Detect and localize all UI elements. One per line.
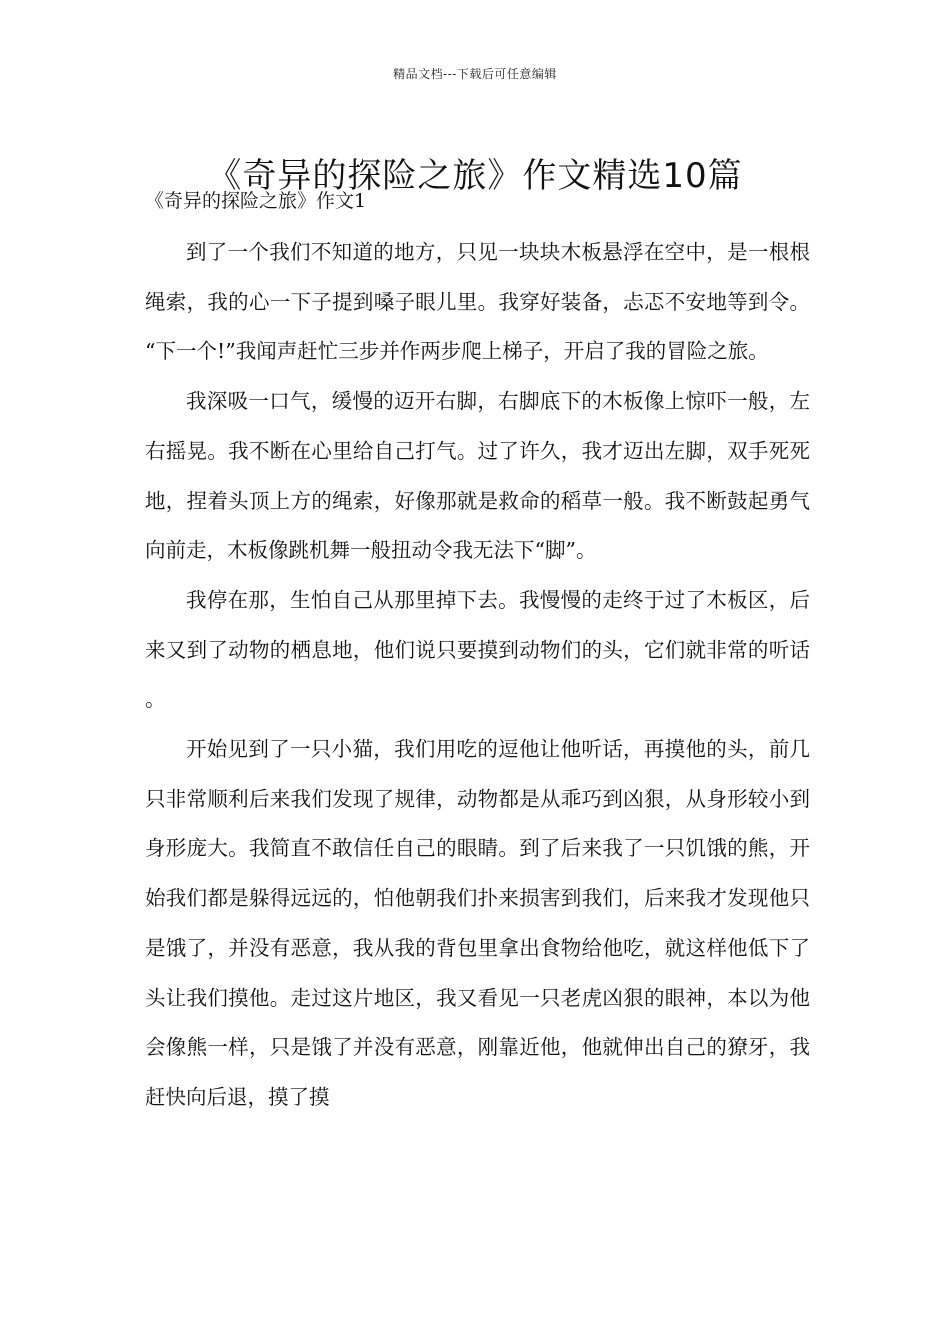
essay-subtitle: 《奇异的探险之旅》作文1: [145, 190, 367, 212]
paragraph-2: 我深吸一口气，缓慢的迈开右脚，右脚底下的木板像上惊吓一般，左右摇晃。我不断在心里给自己打气。过了许久，我才迈出左脚，双手死死地，捏着头顶上方的绳索，好像那就是救命的稻草一般。我不断鼓起勇气向前走，木板像跳机舞一般扭动令我无法下“脚”。: [145, 389, 810, 563]
page-header: 精品文档---下载后可任意编辑: [393, 67, 557, 81]
essay-body: [145, 228, 810, 1123]
paragraph-1: 到了一个我们不知道的地方，只见一块块木板悬浮在空中，是一根根绳索，我的心一下子提到嗓子眼儿里。我穿好装备，忐忑不安地等到令。“下一个!”我闻声赶忙三步并作两步爬上梯子，开启了我的冒险之旅。: [145, 240, 810, 364]
paragraph-3: 我停在那，生怕自己从那里掉下去。我慢慢的走终于过了木板区，后来又到了动物的栖息地，他们说只要摸到动物们的头，它们就非常的听话。: [145, 587, 810, 712]
paragraph-4: 开始见到了一只小猫，我们用吃的逗他让他听话，再摸他的头，前几只非常顺利后来我们发现了规律，动物都是从乖巧到凶狠，从身形较小到身形庞大。我简直不敢信任自己的眼睛。到了后来我了一只饥饿的熊，开始我们都是躲得远远的，怕他朝我们扑来损害到我们，后来我才发现他只是饿了，并没有恶意，我从我的背包里拿出食物给他吃，就这样他低下了头让我们摸他。走过这片地区，我又看见一只老虎凶狠的眼神，本以为他会像熊一样，只是饿了并没有恶意，刚靠近他，他就伸出自己的獠牙，我赶快向后退，摸了摸: [145, 737, 810, 1109]
document-title: 《奇异的探险之旅》作文精选10篇: [207, 155, 743, 196]
